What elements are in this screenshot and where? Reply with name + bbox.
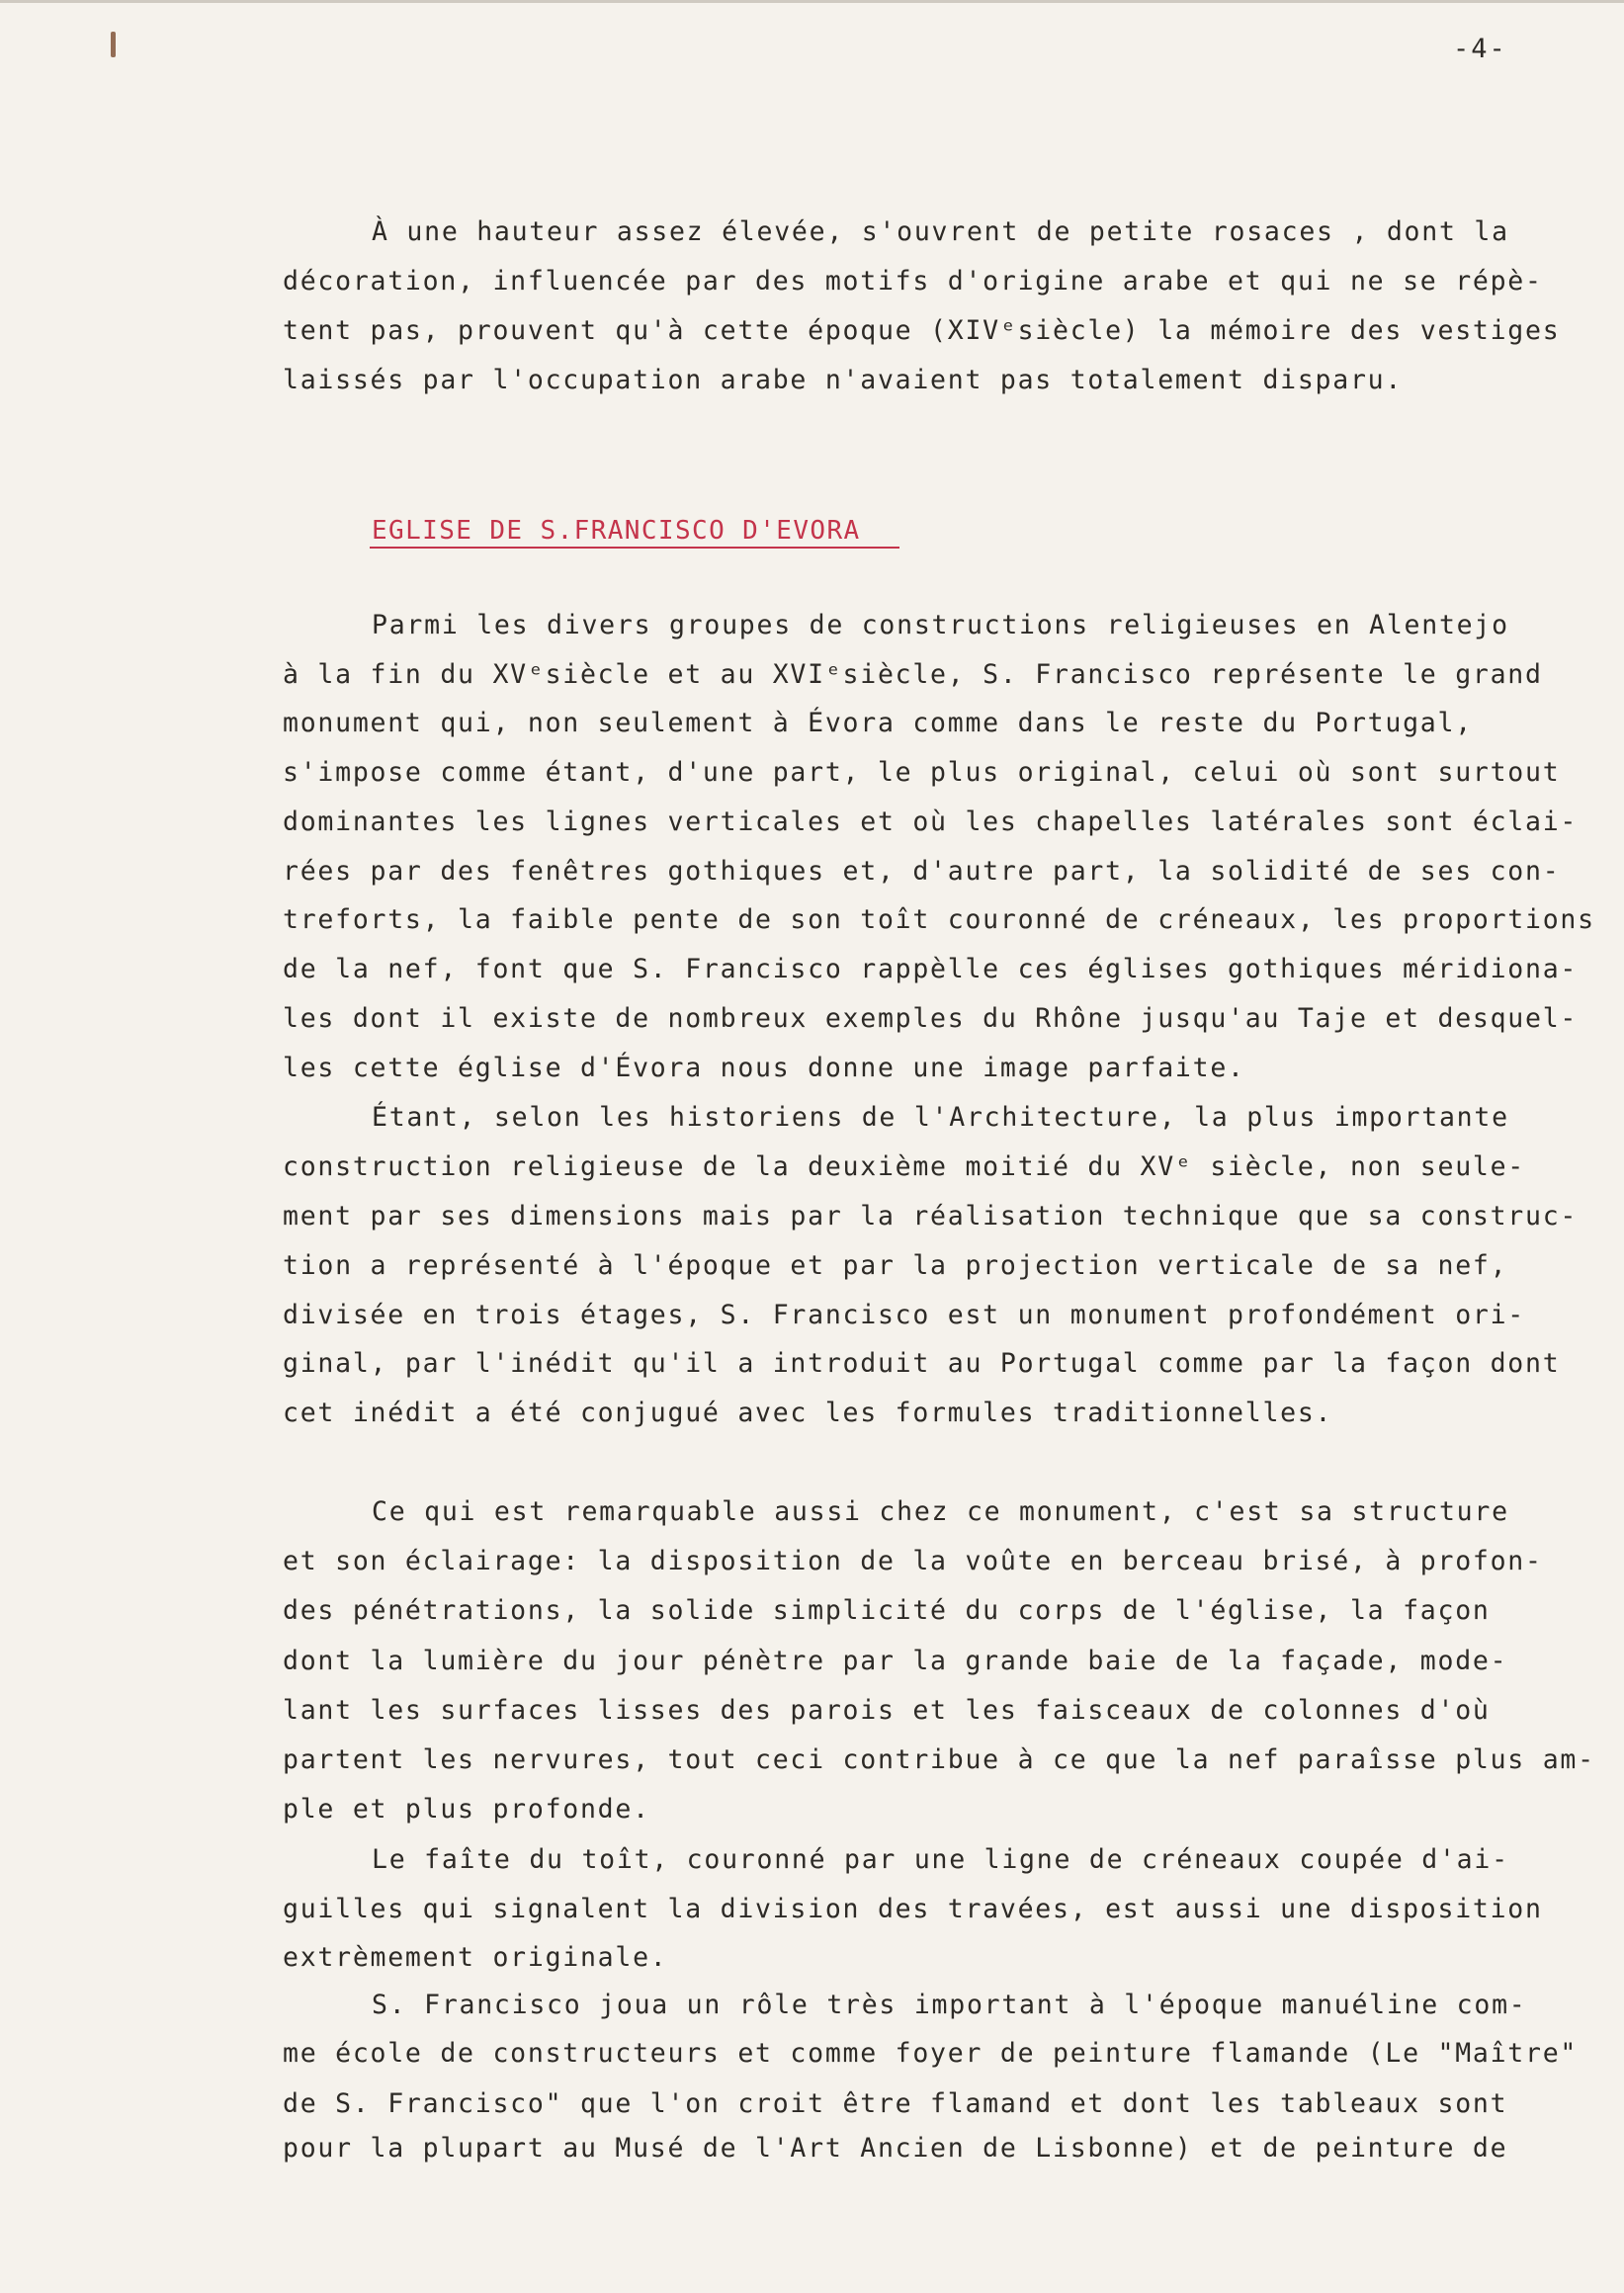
text-line: tent pas, prouvent qu'à cette époque (XIVᵉsiècle) la mémoire des vestiges (283, 315, 1561, 346)
text-line: des pénétrations, la solide simplicité du corps de l'église, la façon (283, 1595, 1491, 1626)
text-line: lant les surfaces lisses des parois et les faisceaux de colonnes d'où (283, 1695, 1491, 1726)
text-line: monument qui, non seulement à Évora comme dans le reste du Portugal, (283, 708, 1473, 738)
text-line: À une hauteur assez élevée, s'ouvrent de petite rosaces , dont la (372, 216, 1509, 247)
text-line: dominantes les lignes verticales et où les chapelles latérales sont éclai- (283, 807, 1579, 837)
section-heading: EGLISE DE S.FRANCISCO D'EVORA (372, 516, 861, 546)
text-line: ment par ses dimensions mais par la réalisation technique que sa construc- (283, 1201, 1579, 1231)
text-line: rées par des fenêtres gothiques et, d'autre part, la solidité de ses con- (283, 856, 1561, 887)
text-line: de S. Francisco" que l'on croit être flamand et dont les tableaux sont (283, 2088, 1508, 2119)
text-line: Parmi les divers groupes de constructions religieuses en Alentejo (372, 610, 1509, 640)
paper-fold-edge (0, 0, 1624, 3)
text-line: cet inédit a été conjugué avec les formules traditionnelles. (283, 1398, 1333, 1428)
text-line: guilles qui signalent la division des travées, est aussi une disposition (283, 1894, 1543, 1924)
text-line: me école de constructeurs et comme foyer de peinture flamande (Le "Maître" (283, 2038, 1579, 2069)
text-line: laissés par l'occupation arabe n'avaient pas totalement disparu. (283, 365, 1404, 395)
text-line: les cette église d'Évora nous donne une image parfaite. (283, 1053, 1245, 1083)
text-line: pour la plupart au Musé de l'Art Ancien de Lisbonne) et de peinture de (283, 2133, 1508, 2164)
ink-mark-icon (111, 32, 116, 57)
page-number: -4- (1453, 34, 1507, 64)
text-line: construction religieuse de la deuxième moitié du XVᵉ siècle, non seule- (283, 1151, 1526, 1182)
text-line: treforts, la faible pente de son toît couronné de créneaux, les proportions (283, 904, 1595, 935)
text-line: Le faîte du toît, couronné par une ligne de créneaux coupée d'ai- (372, 1844, 1509, 1875)
text-line: décoration, influencée par des motifs d'origine arabe et qui ne se répè- (283, 266, 1543, 297)
text-line: s'impose comme étant, d'une part, le plus original, celui où sont surtout (283, 757, 1561, 788)
text-line: dont la lumière du jour pénètre par la grande baie de la façade, mode- (283, 1646, 1508, 1676)
text-line: et son éclairage: la disposition de la voûte en berceau brisé, à profon- (283, 1546, 1543, 1576)
text-line: divisée en trois étages, S. Francisco est un monument profondément ori- (283, 1300, 1526, 1330)
text-line: à la fin du XVᵉsiècle et au XVIᵉsiècle, S. Francisco représente le grand (283, 659, 1543, 690)
text-line: tion a représenté à l'époque et par la projection verticale de sa nef, (283, 1250, 1508, 1281)
text-line: les dont il existe de nombreux exemples du Rhône jusqu'au Taje et desquel- (283, 1003, 1579, 1034)
text-line: ple et plus profonde. (283, 1794, 650, 1825)
text-line: Ce qui est remarquable aussi chez ce monument, c'est sa structure (372, 1496, 1509, 1527)
text-line: ginal, par l'inédit qu'il a introduit au Portugal comme par la façon dont (283, 1348, 1561, 1379)
heading-underline (370, 547, 899, 549)
text-line: de la nef, font que S. Francisco rappèlle ces églises gothiques méridiona- (283, 954, 1579, 984)
text-line: S. Francisco joua un rôle très important à l'époque manuéline com- (372, 1990, 1527, 2020)
text-line: extrèmement originale. (283, 1942, 668, 1973)
text-line: Étant, selon les historiens de l'Architecture, la plus importante (372, 1102, 1509, 1133)
text-line: partent les nervures, tout ceci contribue à ce que la nef paraîsse plus am- (283, 1744, 1595, 1775)
